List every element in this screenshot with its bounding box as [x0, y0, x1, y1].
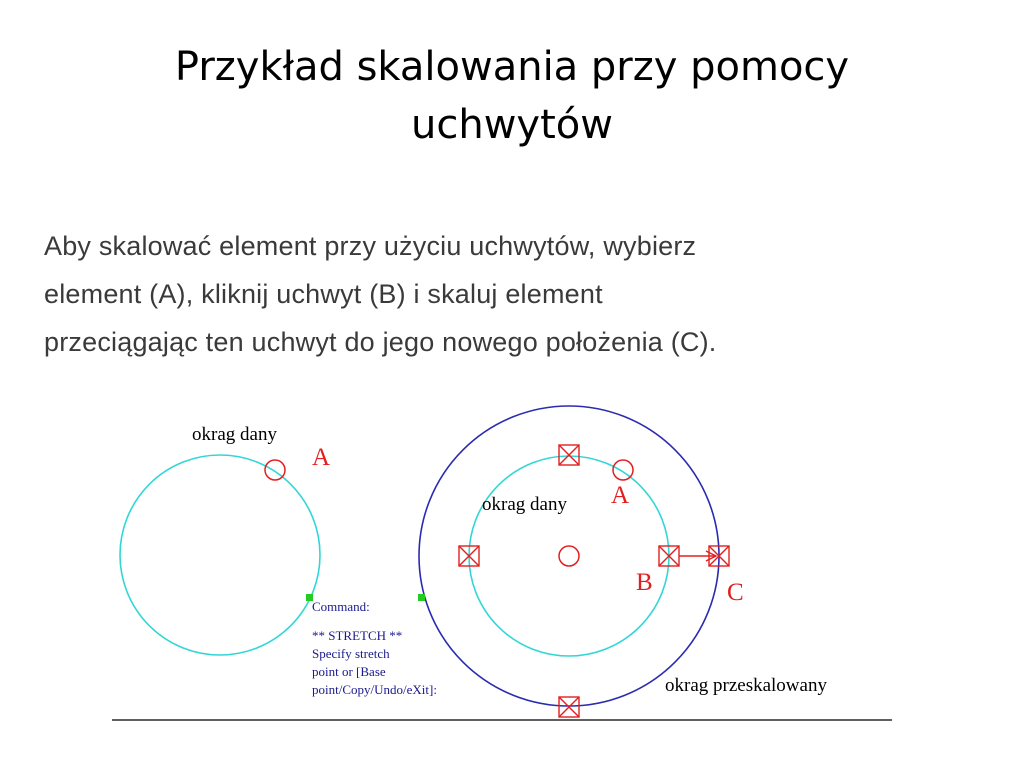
- marker-c: C: [727, 579, 744, 606]
- grip-a-right: [613, 460, 633, 480]
- command-line: ** STRETCH **: [312, 628, 403, 643]
- grip-a-left: [265, 460, 285, 480]
- marker-a-right: A: [611, 482, 630, 509]
- body-line: element (A), kliknij uchwyt (B) i skaluj element: [44, 279, 603, 309]
- grip-square: [418, 594, 425, 601]
- command-line: Specify stretch: [312, 646, 390, 661]
- command-line: point or [Base: [312, 664, 386, 679]
- command-line: Command:: [312, 599, 370, 614]
- scaled-circle: [419, 406, 719, 706]
- marker-b: B: [636, 569, 653, 596]
- given-circle-right: [469, 456, 669, 656]
- given-circle-left-label: okrag dany: [192, 424, 277, 445]
- title-line: uchwytów: [411, 102, 613, 148]
- command-line: point/Copy/Undo/eXit]:: [312, 682, 437, 697]
- given-circle-right-label: okrag dany: [482, 494, 567, 515]
- grip-bottom: [559, 697, 579, 717]
- body-line: przeciągając ten uchwyt do jego nowego położenia (C).: [44, 327, 717, 357]
- grip-top: [559, 445, 579, 465]
- scaled-circle-label: okrag przeskalowany: [665, 675, 827, 696]
- command-prompt: [312, 599, 437, 697]
- center-grip: [559, 546, 579, 566]
- marker-a-left: A: [312, 444, 331, 471]
- given-circle-left: [120, 455, 320, 655]
- title-line: Przykład skalowania przy pomocy: [174, 44, 850, 90]
- body-line: Aby skalować element przy użyciu uchwytów, wybierz: [44, 231, 697, 261]
